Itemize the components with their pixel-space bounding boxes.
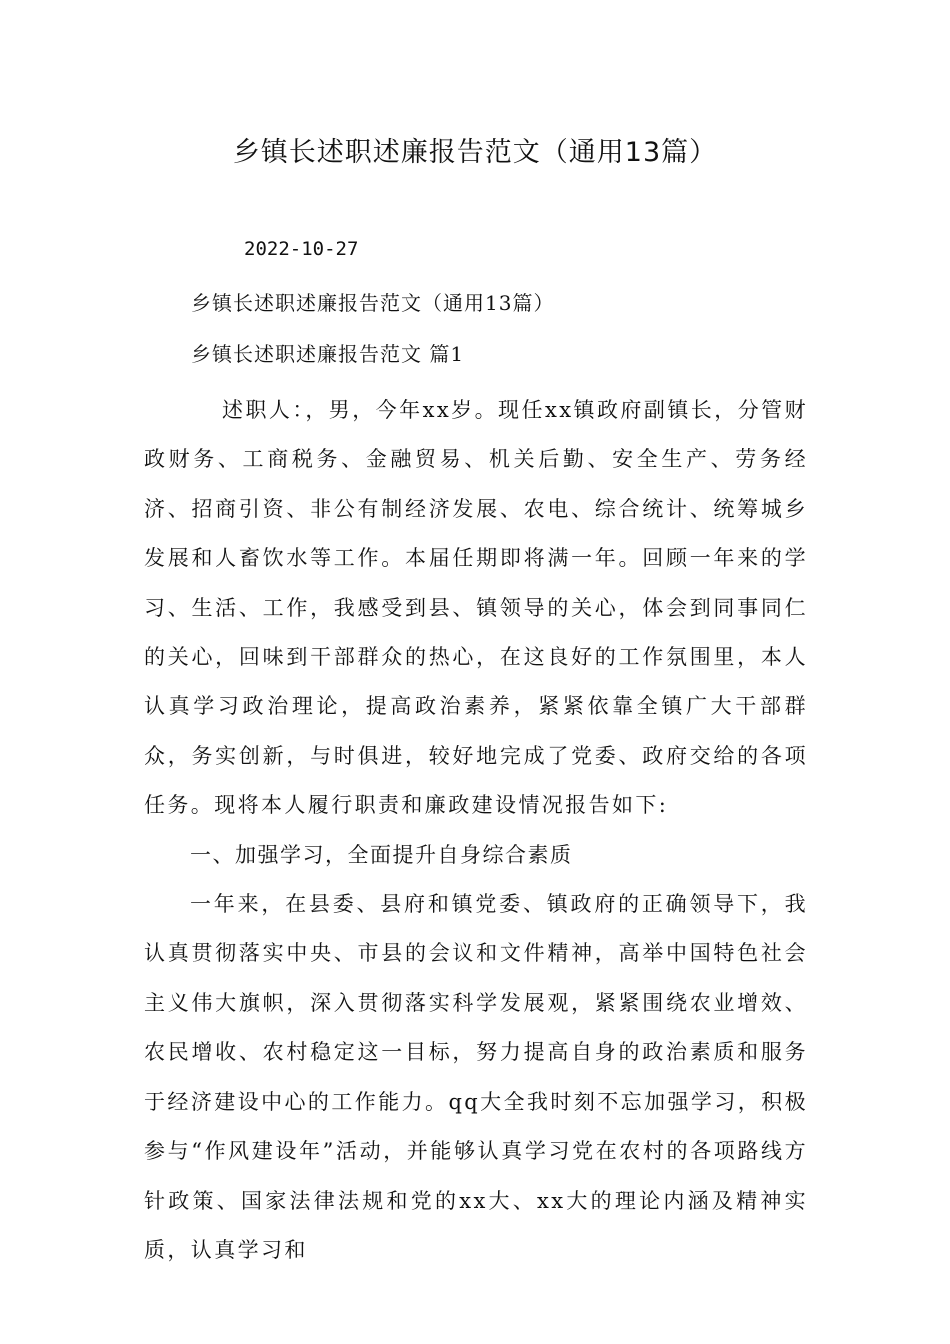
body-paragraph-study: 一年来，在县委、县府和镇党委、镇政府的正确领导下，我认真贯彻落实中央、市县的会议和文件精神，高举中国特色社会主义伟大旗帜，深入贯彻落实科学发展观，紧紧围绕农业增效、农民增收、农村稳定这一目标，努力提高自身的政治素质和服务于经济建设中心的工作能力。qq大全我时刻不忘加强学习，积极参与“作风建设年”活动，并能够认真学习党在农村的各项路线方针政策、国家法律法规和党的xx大、xx大的理论内涵及精神实质，认真学习和 — [144, 892, 808, 1262]
document-title: 乡镇长述职述廉报告范文（通用13篇） — [232, 137, 718, 168]
body-paragraph-intro: 述职人：，男，今年xx岁。现任xx镇政府副镇长，分管财政财务、工商税务、金融贸易、机关后勤、安全生产、劳务经济、招商引资、非公有制经济发展、农电、综合统计、统筹城乡发展和人畜饮水等工作。本届任期即将满一年。回顾一年来的学习、生活、工作，我感受到县、镇领导的关心，体会到同事同仁的关心，回味到干部群众的热心，在这良好的工作氛围里，本人认真学习政治理论，提高政治素养，紧紧依靠全镇广大干部群众，务实创新，与时俱进，较好地完成了党委、政府交给的各项任务。现将本人履行职责和廉政建设情况报告如下: — [144, 398, 808, 818]
section-heading: 一、加强学习，全面提升自身综合素质 — [190, 842, 573, 867]
section-label: 乡镇长述职述廉报告范文 篇1 — [191, 342, 465, 366]
document-subtitle: 乡镇长述职述廉报告范文（通用13篇） — [191, 291, 555, 315]
document-body — [144, 386, 808, 1275]
document-date: 2022-10-27 — [244, 238, 359, 260]
